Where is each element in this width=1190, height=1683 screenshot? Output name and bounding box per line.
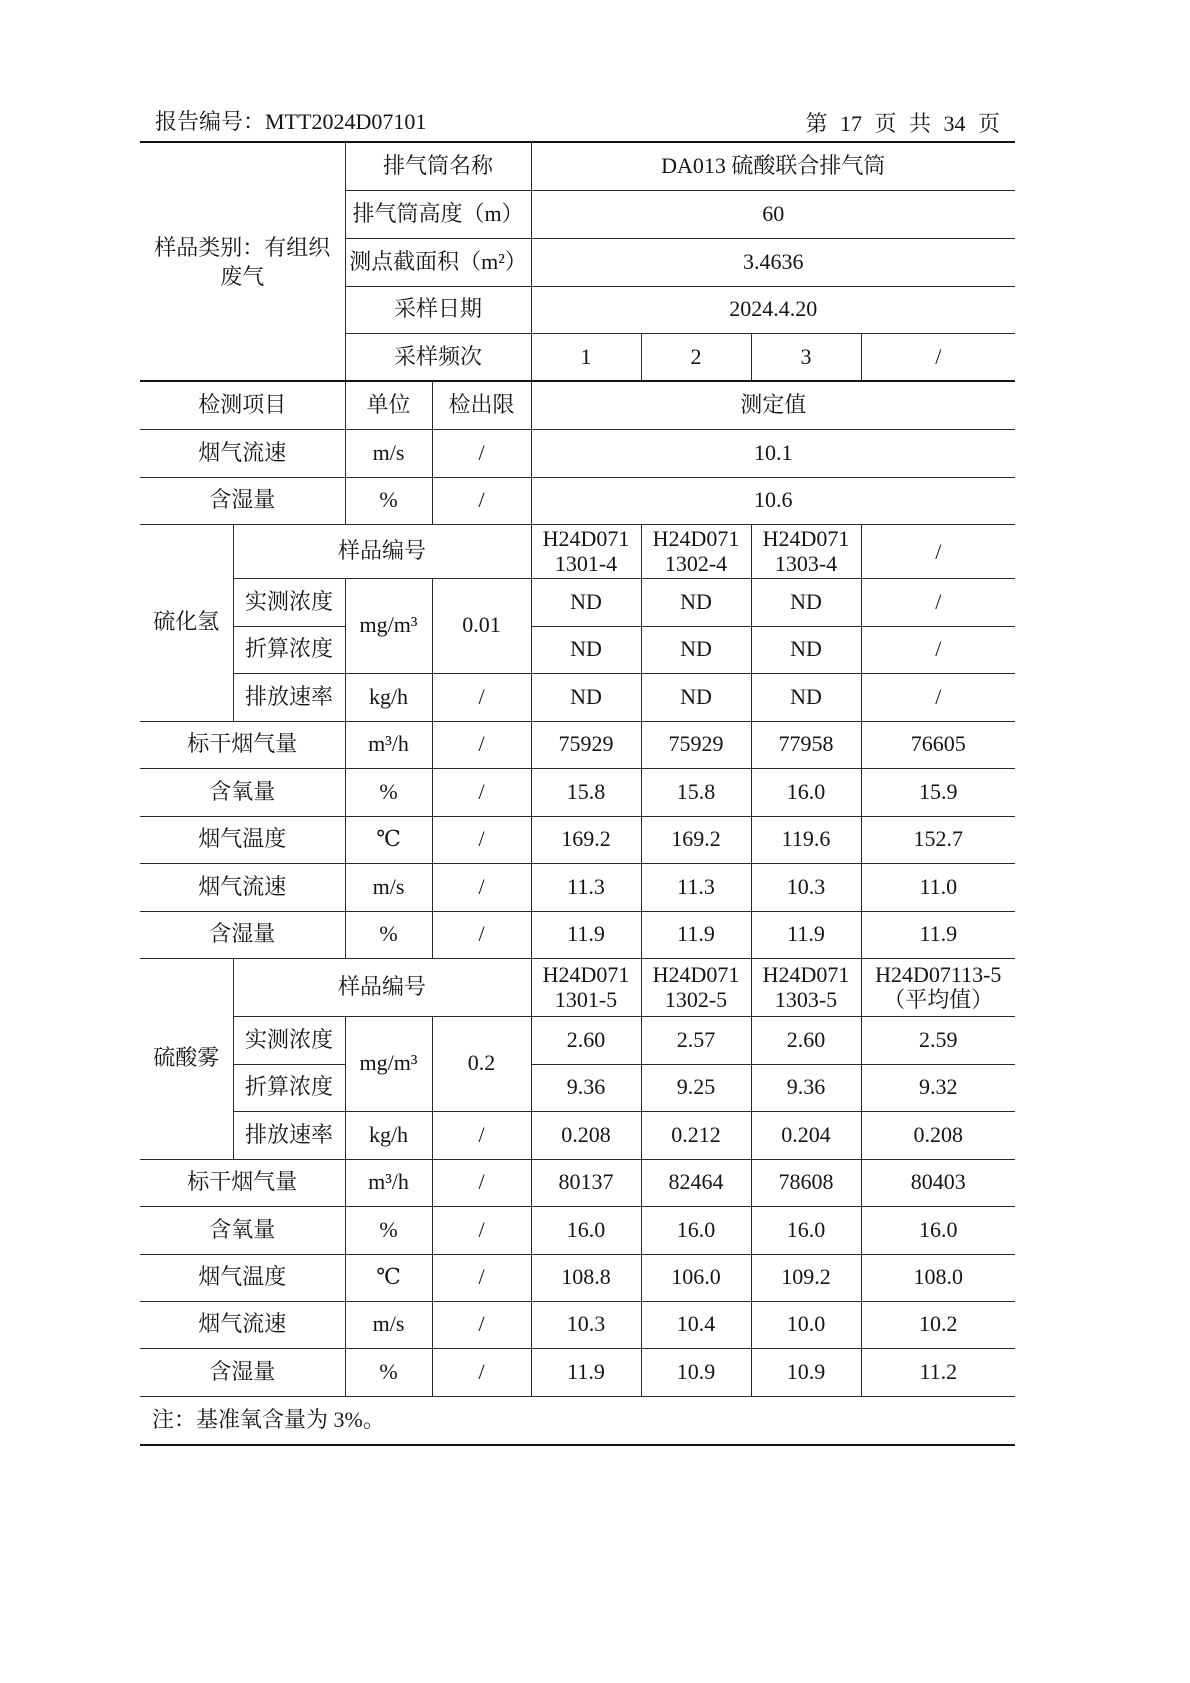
param-value: 75929 [641,721,751,768]
param-item: 含氧量 [140,1206,345,1254]
mist-sample-no: H24D071 1302-5 [641,958,751,1016]
param-value: 119.6 [751,816,861,863]
param-item: 含湿量 [140,1348,345,1396]
mist-measured-value: 2.60 [531,1016,641,1064]
param-value: 10.6 [531,477,1015,524]
param-value: 152.7 [861,816,1015,863]
param-unit: ℃ [345,1254,432,1301]
h2s-sample-no: H24D071 1303-4 [751,524,861,578]
mist-sample-no: H24D071 1303-5 [751,958,861,1016]
param-unit: m³/h [345,721,432,768]
param-limit: / [432,477,531,524]
param-value: 108.8 [531,1254,641,1301]
h2s-sample-no: / [861,524,1015,578]
frequency-value: 2 [641,333,751,381]
param-value: 10.3 [531,1301,641,1348]
param-value: 75929 [531,721,641,768]
h2s-converted-value: ND [751,626,861,673]
param-item: 烟气温度 [140,816,345,863]
frequency-value: / [861,333,1015,381]
mist-rate-label: 排放速率 [233,1111,345,1159]
table-row [140,1016,1015,1064]
h2s-converted-value: ND [531,626,641,673]
param-limit: / [432,1348,531,1396]
param-value: 10.1 [531,429,1015,477]
param-unit: m³/h [345,1159,432,1206]
param-unit: ℃ [345,816,432,863]
mist-rate-value: 0.208 [861,1111,1015,1159]
table-row [140,524,1015,578]
param-item: 烟气流速 [140,863,345,911]
sampling-date-label: 采样日期 [345,286,531,333]
stack-height-value: 60 [531,190,1015,238]
emission-test-table [140,141,1015,1446]
mist-conc-limit: 0.2 [432,1016,531,1111]
table-note: 注：基准氧含量为 3%。 [140,1396,1015,1445]
h2s-converted-value: ND [641,626,751,673]
h2s-rate-label: 排放速率 [233,673,345,721]
column-header-limit: 检出限 [432,381,531,429]
table-row [140,477,1015,524]
param-value: 108.0 [861,1254,1015,1301]
mist-rate-limit: / [432,1111,531,1159]
param-value: 11.9 [861,911,1015,958]
section-area-value: 3.4636 [531,238,1015,286]
param-value: 169.2 [641,816,751,863]
param-item: 含湿量 [140,477,345,524]
h2s-sample-no: H24D071 1301-4 [531,524,641,578]
param-unit: % [345,768,432,816]
param-limit: / [432,1206,531,1254]
mist-group-name: 硫酸雾 [140,958,233,1159]
param-limit: / [432,429,531,477]
mist-rate-value: 0.208 [531,1111,641,1159]
h2s-converted-label: 折算浓度 [233,626,345,673]
param-value: 16.0 [531,1206,641,1254]
mist-measured-value: 2.57 [641,1016,751,1064]
mist-sample-no-label: 样品编号 [233,958,531,1016]
param-value: 10.3 [751,863,861,911]
table-row [140,863,1015,911]
param-value: 10.0 [751,1301,861,1348]
table-row [140,1111,1015,1159]
param-item: 标干烟气量 [140,721,345,768]
table-row [140,768,1015,816]
param-limit: / [432,1254,531,1301]
param-value: 16.0 [641,1206,751,1254]
frequency-label: 采样频次 [345,333,531,381]
param-value: 10.2 [861,1301,1015,1348]
param-unit: % [345,1348,432,1396]
stack-height-label: 排气筒高度（m） [345,190,531,238]
column-header-item: 检测项目 [140,381,345,429]
param-value: 11.9 [531,1348,641,1396]
table-row [140,1301,1015,1348]
param-limit: / [432,768,531,816]
param-limit: / [432,721,531,768]
param-limit: / [432,1159,531,1206]
param-item: 含氧量 [140,768,345,816]
mist-converted-value: 9.36 [531,1064,641,1111]
param-item: 烟气温度 [140,1254,345,1301]
table-row [140,142,1015,190]
h2s-conc-limit: 0.01 [432,578,531,673]
h2s-rate-value: ND [531,673,641,721]
param-value: 16.0 [861,1206,1015,1254]
param-item: 标干烟气量 [140,1159,345,1206]
frequency-value: 3 [751,333,861,381]
mist-rate-unit: kg/h [345,1111,432,1159]
h2s-measured-value: ND [641,578,751,626]
param-value: 82464 [641,1159,751,1206]
param-value: 76605 [861,721,1015,768]
column-header-value: 测定值 [531,381,1015,429]
mist-conc-unit: mg/m³ [345,1016,432,1111]
table-row [140,1348,1015,1396]
mist-sample-no: H24D071 1301-5 [531,958,641,1016]
report-number: 报告编号：MTT2024D07101 [155,109,427,134]
frequency-value: 1 [531,333,641,381]
param-value: 169.2 [531,816,641,863]
column-header-unit: 单位 [345,381,432,429]
h2s-measured-label: 实测浓度 [233,578,345,626]
h2s-conc-unit: mg/m³ [345,578,432,673]
param-value: 109.2 [751,1254,861,1301]
param-item: 烟气流速 [140,1301,345,1348]
h2s-rate-unit: kg/h [345,673,432,721]
param-value: 77958 [751,721,861,768]
mist-rate-value: 0.212 [641,1111,751,1159]
table-row [140,673,1015,721]
param-value: 15.8 [531,768,641,816]
table-row [140,911,1015,958]
table-row [140,1064,1015,1111]
param-value: 80137 [531,1159,641,1206]
param-value: 11.9 [531,911,641,958]
param-value: 11.3 [531,863,641,911]
mist-converted-value: 9.36 [751,1064,861,1111]
h2s-sample-no-label: 样品编号 [233,524,531,578]
param-limit: / [432,816,531,863]
param-limit: / [432,863,531,911]
param-value: 11.9 [751,911,861,958]
note-row [140,1396,1015,1445]
h2s-rate-value: ND [641,673,751,721]
param-unit: m/s [345,429,432,477]
table-row [140,958,1015,1016]
param-value: 10.9 [641,1348,751,1396]
table-row [140,1254,1015,1301]
mist-converted-label: 折算浓度 [233,1064,345,1111]
sample-category-cell [140,142,345,381]
h2s-rate-limit: / [432,673,531,721]
h2s-measured-value: ND [751,578,861,626]
table-row [140,626,1015,673]
param-value: 11.9 [641,911,751,958]
param-unit: % [345,1206,432,1254]
mist-measured-value: 2.60 [751,1016,861,1064]
param-value: 11.3 [641,863,751,911]
section-area-label: 测点截面积（m²） [345,238,531,286]
table-row [140,1159,1015,1206]
param-item: 烟气流速 [140,429,345,477]
mist-converted-value: 9.32 [861,1064,1015,1111]
param-value: 15.8 [641,768,751,816]
h2s-group-name: 硫化氢 [140,524,233,721]
mist-sample-no: H24D07113-5 （平均值） [861,958,1015,1016]
table-row [140,816,1015,863]
param-unit: % [345,911,432,958]
h2s-measured-value: ND [531,578,641,626]
h2s-measured-value: / [861,578,1015,626]
mist-rate-value: 0.204 [751,1111,861,1159]
param-value: 10.4 [641,1301,751,1348]
table-row [140,721,1015,768]
h2s-rate-value: / [861,673,1015,721]
table-row [140,429,1015,477]
param-unit: % [345,477,432,524]
param-item: 含湿量 [140,911,345,958]
table-row [140,578,1015,626]
mist-measured-label: 实测浓度 [233,1016,345,1064]
table-header-row [140,381,1015,429]
mist-measured-value: 2.59 [861,1016,1015,1064]
param-unit: m/s [345,863,432,911]
stack-name-value: DA013 硫酸联合排气筒 [531,142,1015,190]
mist-converted-value: 9.25 [641,1064,751,1111]
param-value: 80403 [861,1159,1015,1206]
param-value: 106.0 [641,1254,751,1301]
stack-name-label: 排气筒名称 [345,142,531,190]
param-value: 16.0 [751,1206,861,1254]
page-info: 第 17 页 共 34 页 [805,111,1000,136]
param-value: 15.9 [861,768,1015,816]
param-unit: m/s [345,1301,432,1348]
param-limit: / [432,911,531,958]
sample-category: 样品类别：有组织废气 [154,234,331,289]
param-value: 10.9 [751,1348,861,1396]
h2s-sample-no: H24D071 1302-4 [641,524,751,578]
h2s-rate-value: ND [751,673,861,721]
table-row [140,1206,1015,1254]
param-value: 11.0 [861,863,1015,911]
param-limit: / [432,1301,531,1348]
h2s-converted-value: / [861,626,1015,673]
param-value: 11.2 [861,1348,1015,1396]
sampling-date-value: 2024.4.20 [531,286,1015,333]
param-value: 78608 [751,1159,861,1206]
param-value: 16.0 [751,768,861,816]
